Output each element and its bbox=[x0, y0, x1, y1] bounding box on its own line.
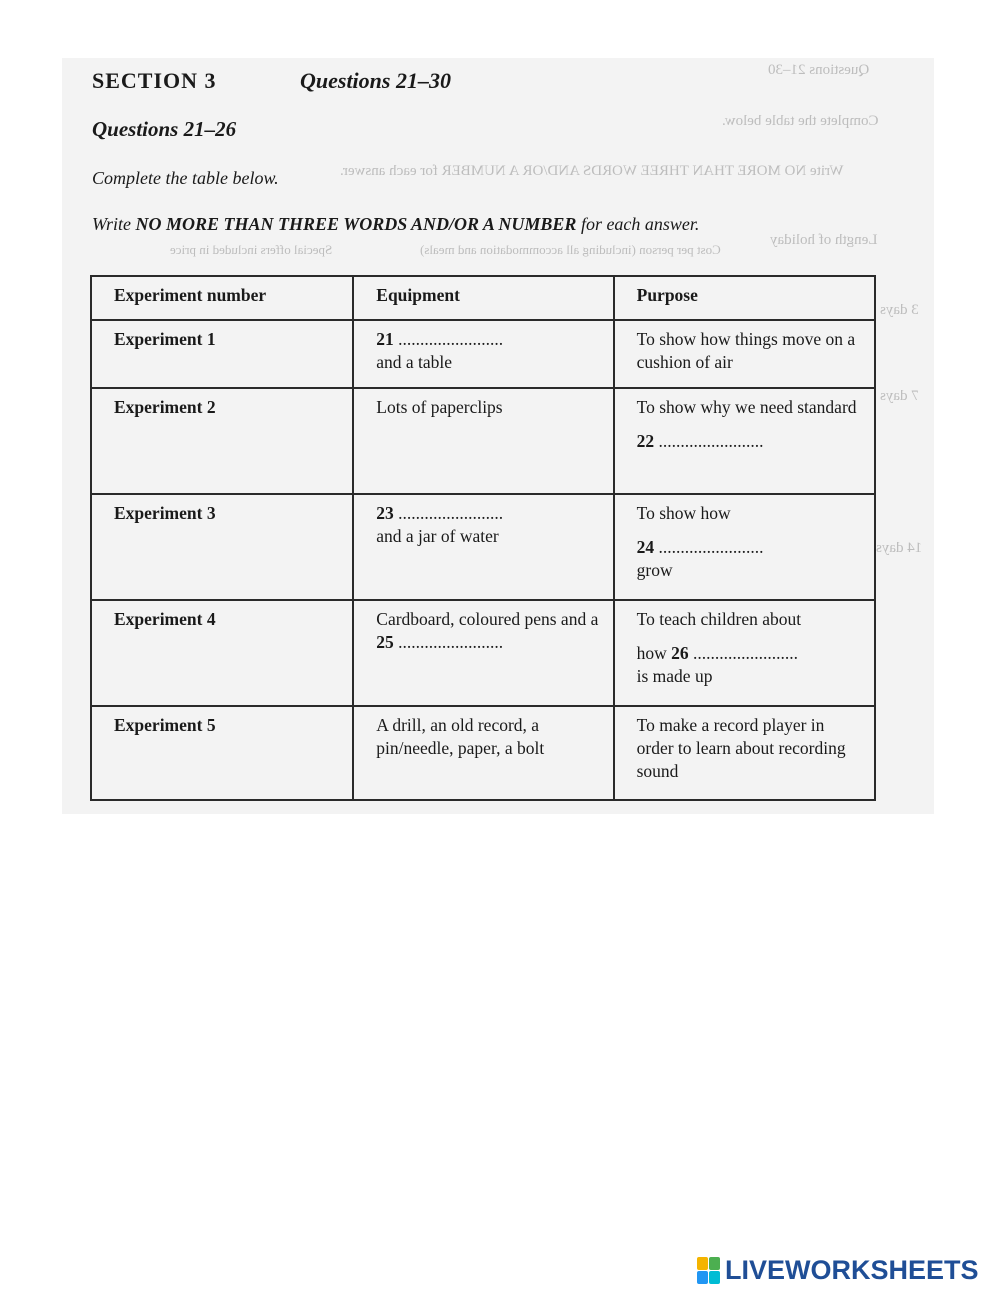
experiment-4-equipment bbox=[353, 600, 613, 706]
logo-square-1 bbox=[697, 1257, 708, 1270]
instruction-complete-table: Complete the table below. bbox=[92, 168, 279, 188]
experiment-5-equipment: A drill, an old record, a pin/needle, paper, a bolt bbox=[353, 706, 613, 800]
bleed-through-col-a: Length of holiday bbox=[770, 232, 878, 248]
bleed-through-line-3: Write NO MORE THAN THREE WORDS AND/OR A NUMBER for each answer. bbox=[340, 163, 844, 179]
experiments-table bbox=[90, 275, 876, 801]
question-22-number: 22 bbox=[636, 431, 655, 451]
bleed-through-row-c: 14 days bbox=[876, 540, 923, 556]
question-23-blank[interactable]: ........................ bbox=[393, 503, 504, 523]
experiment-3-purpose-text: To show how bbox=[636, 503, 731, 523]
experiment-2-label: Experiment 2 bbox=[91, 388, 353, 494]
experiment-2-purpose bbox=[614, 388, 875, 494]
instruction-word-limit-post: for each answer. bbox=[576, 214, 700, 234]
subsection-title: Questions 21–26 bbox=[92, 117, 237, 141]
experiment-4-purpose-text: To teach children about bbox=[636, 609, 802, 629]
question-21-blank[interactable]: ........................ bbox=[393, 329, 504, 349]
liveworksheets-logo-icon bbox=[697, 1257, 720, 1284]
table-row bbox=[91, 494, 875, 600]
experiment-4-purpose-prefix: how bbox=[636, 643, 672, 663]
section-title: SECTION 3 bbox=[92, 68, 217, 93]
experiment-3-equipment bbox=[353, 494, 613, 600]
question-24-number: 24 bbox=[636, 537, 655, 557]
question-25-number: 25 bbox=[376, 632, 394, 652]
bleed-through-line-1: Questions 21–30 bbox=[768, 62, 870, 78]
experiment-2-purpose-text: To show why we need standard bbox=[636, 397, 857, 417]
instruction-word-limit bbox=[92, 214, 699, 235]
experiment-4-purpose-rest: is made up bbox=[636, 666, 713, 686]
experiment-1-equipment-rest: and a table bbox=[376, 352, 453, 372]
experiment-3-equipment-rest: and a jar of water bbox=[376, 526, 499, 546]
liveworksheets-logo[interactable] bbox=[697, 1253, 979, 1287]
header-equipment: Equipment bbox=[353, 276, 613, 320]
experiment-1-equipment bbox=[353, 320, 613, 388]
experiment-1-purpose: To show how things move on a cushion of air bbox=[614, 320, 875, 388]
logo-square-4 bbox=[709, 1271, 720, 1284]
experiment-2-equipment: Lots of paperclips bbox=[353, 388, 613, 494]
question-26-blank[interactable]: ........................ bbox=[688, 643, 799, 663]
bleed-through-col-c: Special offers included in price bbox=[170, 242, 333, 257]
question-24-blank[interactable]: ........................ bbox=[654, 537, 764, 557]
instruction-word-limit-pre: Write bbox=[92, 214, 136, 234]
instruction-word-limit-bold: NO MORE THAN THREE WORDS AND/OR A NUMBER bbox=[135, 214, 577, 234]
table-header-row bbox=[91, 276, 875, 320]
experiment-3-purpose bbox=[614, 494, 875, 600]
header-purpose: Purpose bbox=[614, 276, 875, 320]
experiment-4-label: Experiment 4 bbox=[91, 600, 353, 706]
table-row bbox=[91, 600, 875, 706]
header-experiment-number: Experiment number bbox=[91, 276, 353, 320]
table-row bbox=[91, 388, 875, 494]
question-22-blank[interactable]: ........................ bbox=[654, 431, 764, 451]
question-23-number: 23 bbox=[376, 503, 394, 523]
experiment-3-label: Experiment 3 bbox=[91, 494, 353, 600]
experiment-5-label: Experiment 5 bbox=[91, 706, 353, 800]
liveworksheets-logo-text: LIVEWORKSHEETS bbox=[725, 1254, 979, 1285]
table-row bbox=[91, 320, 875, 388]
experiment-3-purpose-rest: grow bbox=[636, 560, 673, 580]
bleed-through-row-b: 7 days bbox=[880, 388, 919, 404]
experiment-5-purpose: To make a record player in order to learn about recording sound bbox=[614, 706, 875, 800]
logo-square-2 bbox=[709, 1257, 720, 1270]
experiment-1-label: Experiment 1 bbox=[91, 320, 353, 388]
experiment-4-purpose bbox=[614, 600, 875, 706]
logo-square-3 bbox=[697, 1271, 708, 1284]
bleed-through-row-a: 3 days bbox=[880, 302, 919, 318]
question-26-number: 26 bbox=[671, 643, 689, 663]
questions-range: Questions 21–30 bbox=[300, 68, 451, 93]
table-row bbox=[91, 706, 875, 800]
question-25-blank[interactable]: ........................ bbox=[393, 632, 504, 652]
bleed-through-line-2: Complete the table below. bbox=[722, 113, 879, 129]
question-21-number: 21 bbox=[376, 329, 394, 349]
experiment-4-equipment-text: Cardboard, coloured pens and a bbox=[376, 609, 599, 629]
bleed-through-col-b: Cost per person (including all accommodation and meals) bbox=[420, 242, 721, 257]
